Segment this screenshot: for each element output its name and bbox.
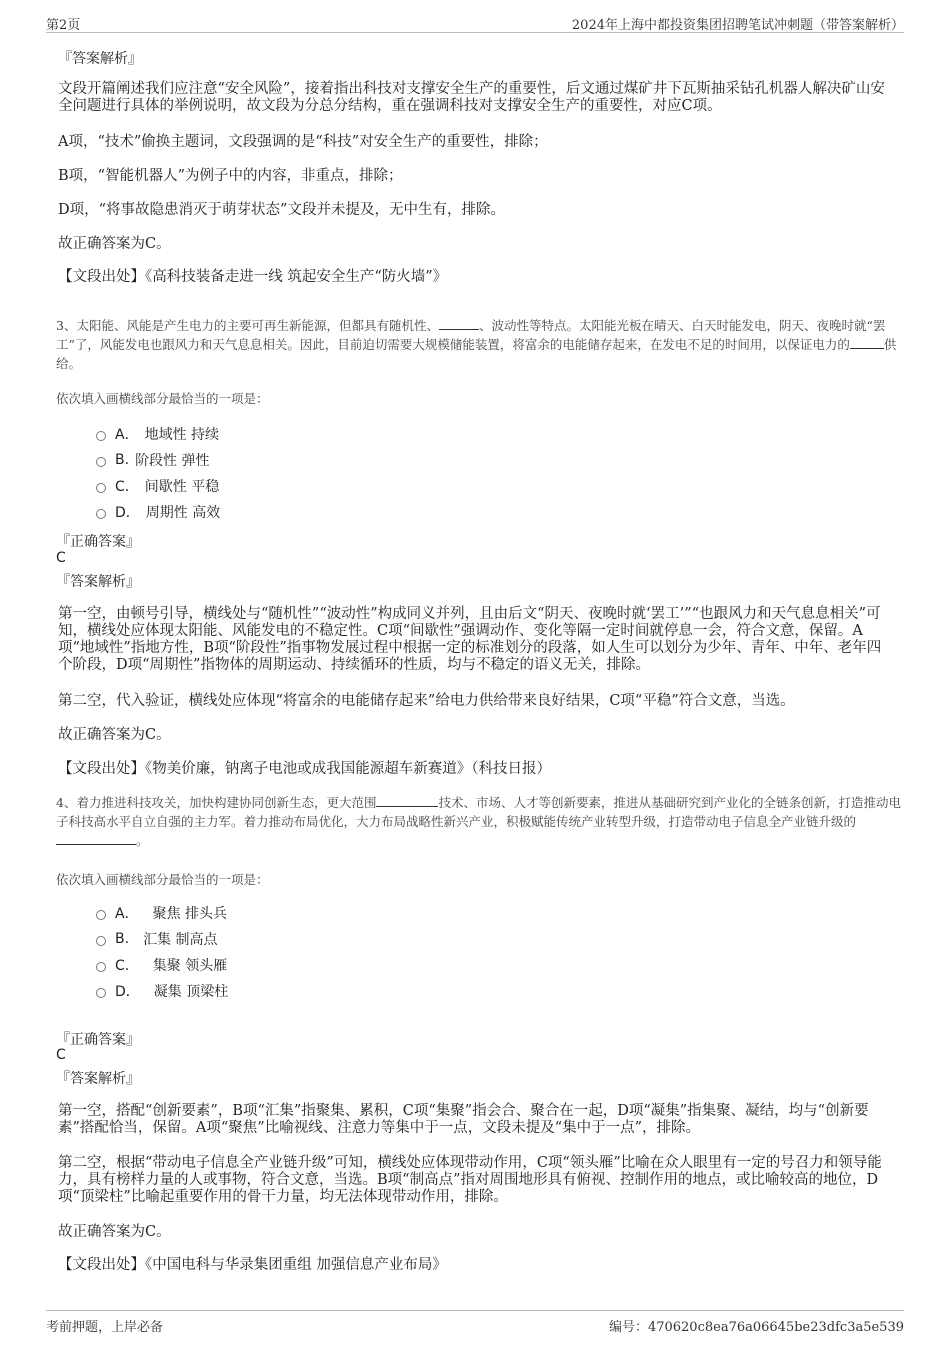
header-divider bbox=[46, 32, 904, 33]
q4-instruction: 依次填入画横线部分最恰当的一项是： bbox=[56, 872, 269, 887]
q4-option-a[interactable]: A． 聚焦 排头兵 bbox=[96, 904, 227, 922]
document-id: 编号：470620c8ea76a06645be23dfc3a5e539 bbox=[608, 1320, 904, 1335]
q3-analysis-label: 『答案解析』 bbox=[56, 574, 140, 590]
radio-icon[interactable] bbox=[96, 910, 106, 920]
q2-source: 【文段出处】《高科技装备走进一线 筑起安全生产“防火墙”》 bbox=[58, 269, 448, 285]
q4-option-c[interactable]: C． 集聚 领头雁 bbox=[96, 956, 227, 974]
q4-stem-part1: 4、着力推进科技攻关，加快构建协同创新生态，更大范围 bbox=[56, 795, 377, 810]
q4-blank-1 bbox=[376, 794, 438, 807]
q4-analysis-p2: 第二空，根据“带动电子信息全产业链升级”可知，横线处应体现带动作用，C项“领头雁”比喻在众人眼里有一定的号召力和领导能力，具有榜样力量的人或事物，符合文意，当选。B项“制高点”指对周围地形具有俯视、控制作用的地点，或比喻较高的地位，D项“顶梁柱”比喻起重要作用的骨干力量，均无法体现带动作用，排除。 bbox=[58, 1155, 882, 1205]
q3-instruction: 依次填入画横线部分最恰当的一项是： bbox=[56, 391, 269, 406]
q2-analysis-option-d: D项，“将事故隐患消灭于萌芽状态”文段并未提及，无中生有，排除。 bbox=[58, 202, 505, 218]
q3-conclusion: 故正确答案为C。 bbox=[58, 727, 171, 743]
q2-analysis-option-b: B项，“智能机器人”为例子中的内容，非重点，排除； bbox=[58, 168, 403, 184]
footer-slogan: 考前押题，上岸必备 bbox=[46, 1320, 164, 1335]
q3-correct-label: 『正确答案』 bbox=[56, 534, 140, 550]
q2-analysis-label: 『答案解析』 bbox=[58, 51, 142, 67]
q3-correct-answer: C bbox=[56, 550, 66, 566]
radio-icon[interactable] bbox=[96, 509, 106, 519]
q3-option-b[interactable]: B. 阶段性 弹性 bbox=[96, 451, 210, 469]
q3-stem-part3: 供给。 bbox=[56, 337, 897, 371]
q4-analysis-label: 『答案解析』 bbox=[56, 1071, 140, 1087]
q4-stem-part2: 技术、市场、人才等创新要素，推进从基础研究到产业化的全链条创新，打造推动电子科技高水平自立自强的主力军。着力推动布局优化，大力布局战略性新兴产业，积极赋能传统产业转型升级，打造带动电子信息全产业链升级的 bbox=[56, 795, 901, 829]
q3-option-c[interactable]: C． 间歇性 平稳 bbox=[96, 477, 219, 495]
q4-option-d[interactable]: D． 凝集 顶梁柱 bbox=[96, 982, 228, 1000]
q3-stem-part2: 、波动性等特点。太阳能光板在晴天、白天时能发电，阴天、夜晚时就“罢工”了，风能发电也跟风力和天气息息相关。因此，目前迫切需要大规模储能装置，将富余的电能储存起来，在发电不足的时间用，以保证电力的 bbox=[56, 318, 886, 352]
q3-source: 【文段出处】《物美价廉，钠离子电池或成我国能源超车新赛道》（科技日报） bbox=[58, 761, 551, 777]
radio-icon[interactable] bbox=[96, 483, 106, 493]
q4-blank-2 bbox=[56, 832, 136, 845]
radio-icon[interactable] bbox=[96, 431, 106, 441]
q3-stem-part1: 3、太阳能、风能是产生电力的主要可再生新能源，但都具有随机性、 bbox=[56, 318, 439, 333]
page-number: 第2页 bbox=[46, 18, 81, 33]
q3-stem bbox=[56, 316, 902, 373]
q3-analysis-p1: 第一空，由顿号引导，横线处与“随机性”“波动性”构成同义并列，且由后文“阴天、夜晚时就‘罢工’”“也跟风力和天气息息相关”可知，横线处应体现太阳能、风能发电的不稳定性。C项“间歇性”强调动作、变化等隔一定时间就停息一会，符合文意，保留。A项“地域性”指地方性，B项“阶段性”指事物发展过程中根据一定的标准划分的段落，如人生可以划分为少年、青年、中年、老年四个阶段，D项“周期性”指物体的周期运动、持续循环的性质，均与不稳定的语义无关，排除。 bbox=[58, 606, 882, 673]
q4-analysis-p1: 第一空，搭配“创新要素”，B项“汇集”指聚集、累积，C项“集聚”指会合、聚合在一起，D项“凝集”指集聚、凝结，均与“创新要素”搭配恰当，保留。A项“聚焦”比喻视线、注意力等集中于一点，文段未提及“集中于一点”，排除。 bbox=[58, 1103, 869, 1136]
q2-conclusion: 故正确答案为C。 bbox=[58, 236, 171, 252]
q4-stem bbox=[56, 793, 902, 850]
document-title: 2024年上海中都投资集团招聘笔试冲刺题（带答案解析） bbox=[571, 18, 904, 33]
q3-option-a[interactable]: A． 地域性 持续 bbox=[96, 425, 219, 443]
q4-option-b[interactable]: B. 汇集 制高点 bbox=[96, 930, 218, 948]
q4-correct-label: 『正确答案』 bbox=[56, 1032, 140, 1048]
q3-blank-1 bbox=[439, 317, 479, 330]
footer-divider bbox=[46, 1310, 904, 1311]
radio-icon[interactable] bbox=[96, 962, 106, 972]
q3-option-d[interactable]: D． 周期性 高效 bbox=[96, 503, 220, 521]
radio-icon[interactable] bbox=[96, 457, 106, 467]
q3-blank-2 bbox=[850, 336, 884, 349]
q3-analysis-p2: 第二空，代入验证，横线处应体现“将富余的电能储存起来”给电力供给带来良好结果，C项“平稳”符合文意，当选。 bbox=[58, 693, 795, 709]
q4-source: 【文段出处】《中国电科与华录集团重组 加强信息产业布局》 bbox=[58, 1257, 447, 1273]
q4-conclusion: 故正确答案为C。 bbox=[58, 1224, 171, 1240]
q4-stem-part3: 。 bbox=[136, 833, 149, 848]
radio-icon[interactable] bbox=[96, 988, 106, 998]
q4-correct-answer: C bbox=[56, 1047, 66, 1063]
q2-analysis-p1: 文段开篇阐述我们应注意“安全风险”，接着指出科技对支撑安全生产的重要性，后文通过煤矿井下瓦斯抽采钻孔机器人解决矿山安全问题进行具体的举例说明，故文段为分总分结构，重在强调科技对支撑安全生产的重要性，对应C项。 bbox=[58, 81, 885, 114]
q2-analysis-option-a: A项，“技术”偷换主题词，文段强调的是“科技”对安全生产的重要性，排除； bbox=[58, 134, 548, 150]
radio-icon[interactable] bbox=[96, 936, 106, 946]
